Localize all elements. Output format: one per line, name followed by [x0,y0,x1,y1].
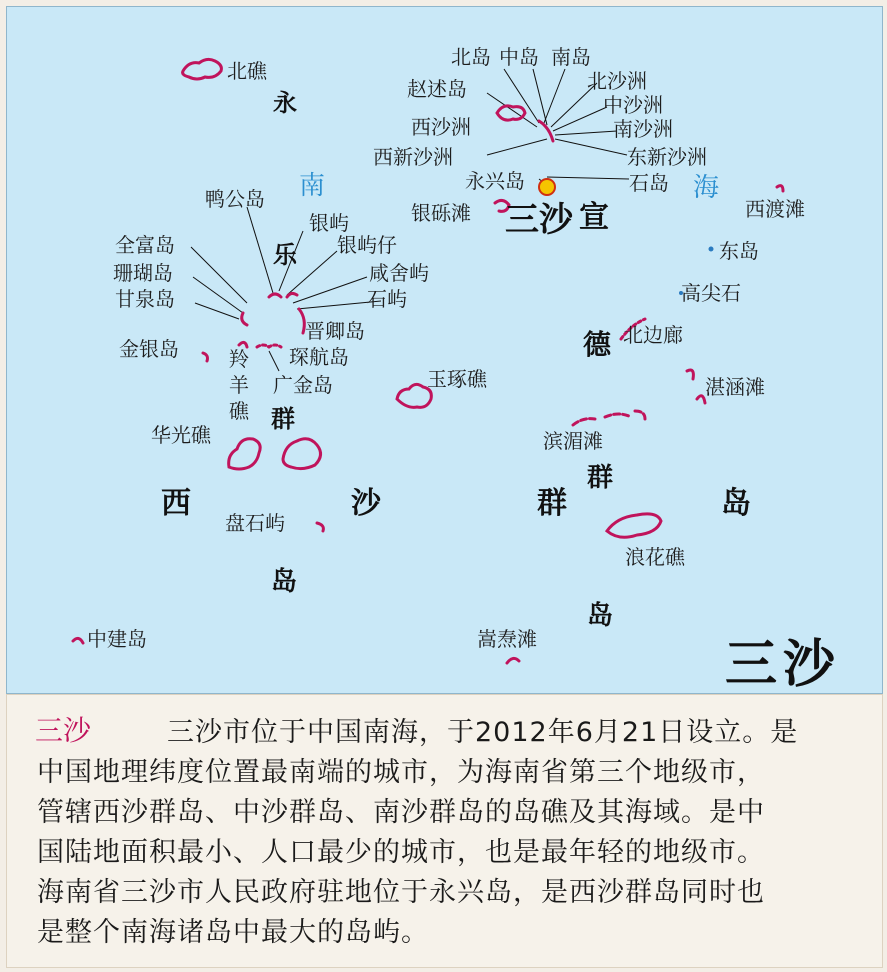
xisha-label-1: 西 [161,486,191,521]
reef-songtai [507,658,519,663]
city-name-large: 三沙 [725,635,842,694]
reef-binmei [573,411,645,425]
place-nanshazhou: 南沙洲 [613,117,673,141]
caption-line-4: 国陆地面积最小、人口最少的城市，也是最年轻的地级市。 [37,837,765,868]
place-yinlitan: 银砾滩 [411,201,471,225]
place-guangjindao: 广金岛 [273,373,333,397]
reef-huaguang-w [229,439,260,469]
place-chenhangdao: 琛航岛 [289,345,349,369]
xuande-label-3: 群 [587,463,614,493]
reef-beijiao [183,59,222,79]
place-shidao: 石岛 [629,171,669,195]
place-shiyu: 石屿 [367,287,407,311]
place-xixinshazhou: 西新沙洲 [373,145,453,169]
yongle-label-2: 乐 [273,241,297,269]
xuande-label-4: 岛 [587,601,614,631]
caption-line-6: 是整个南海诸岛中最大的岛屿。 [37,917,429,948]
place-beijiao: 北礁 [227,59,267,83]
place-zhongshazhou: 中沙洲 [603,93,663,117]
place-jinqingdao: 晋卿岛 [305,319,365,343]
place-zhongjiandao: 中建岛 [87,627,147,651]
place-yinyuzai: 银屿仔 [337,233,397,257]
sea-label-hai: 海 [693,173,720,203]
reef-yongle-w1 [242,313,247,325]
place-lingyang-1: 羚 [229,347,249,371]
place-huaguangjiao: 华光礁 [151,423,211,447]
xuande-label-2: 德 [583,328,612,361]
place-dongxinshazhou: 东新沙洲 [627,145,707,169]
reef-xidutan [777,186,783,191]
caption-line-1: 三沙市位于中国南海，于2012年6月21日设立。是 [167,717,799,748]
place-shanhudao: 珊瑚岛 [113,261,173,285]
place-ganquandao: 甘泉岛 [115,287,175,311]
place-songtaitan: 嵩焘滩 [477,627,537,651]
place-gaojianshi: 高尖石 [681,281,741,305]
caption-line-2: 中国地理纬度位置最南端的城市，为海南省第三个地级市， [37,757,765,788]
xuande-label-1: 宣 [579,200,609,235]
place-yagongdao: 鸭公岛 [205,187,265,211]
reef-zhongjian [73,638,83,643]
reef-qilianyu [539,121,553,141]
reef-chenhang [257,345,281,347]
place-dongdao: 东岛 [719,239,759,263]
place-binmeitan: 滨湄滩 [543,429,603,453]
xisha-label-3: 群 [537,486,567,521]
place-beibianlang: 北边廊 [623,323,683,347]
reef-xishazhou [497,106,525,120]
dongdao-dot [709,247,714,252]
xisha-label-2: 沙 [351,486,381,521]
yongle-label-3: 群 [271,405,295,433]
place-yinyu: 银屿 [309,211,349,235]
caption-panel [6,694,883,968]
reef-langhua [607,514,661,537]
place-lingyang-2: 羊 [229,373,249,397]
map-panel [6,6,883,694]
place-lingyang-3: 礁 [229,399,249,423]
place-zhongdao: 中岛 [499,45,539,69]
place-quanfudao: 全富岛 [115,233,175,257]
place-xianheyu: 咸舍屿 [369,261,429,285]
yongxing-city-marker [539,179,555,195]
reef-jinyin [203,353,208,361]
reef-yongle-n2 [287,293,297,297]
reef-yongle-e1 [299,309,304,333]
caption-line-5: 海南省三沙市人民政府驻地位于永兴岛，是西沙群岛同时也 [37,877,765,908]
place-yongxingdao: 永兴岛 [465,169,525,193]
place-panshiyu: 盘石屿 [225,511,285,535]
xisha-label-dao: 岛 [271,567,298,597]
place-xishazhou: 西沙洲 [411,115,471,139]
reef-panshi [317,523,323,531]
city-seat-label: 三沙 [505,200,573,240]
place-zhaoshudao: 赵述岛 [407,77,467,101]
place-xidutan: 西渡滩 [745,197,805,221]
place-jinyindao: 金银岛 [119,337,179,361]
caption-title: 三沙 [35,714,92,747]
xisha-label-4: 岛 [721,486,751,521]
place-beidao: 北岛 [451,45,491,69]
reef-zhanhan [687,370,705,403]
reef-yongle-n1 [269,294,281,297]
yongle-label-1: 永 [273,89,297,117]
place-langhuajiao: 浪花礁 [625,545,685,569]
place-yuzhuojiao: 玉琢礁 [427,367,487,391]
caption-line-3: 管辖西沙群岛、中沙群岛、南沙群岛的岛礁及其海域。是中 [37,797,765,828]
place-nandao: 南岛 [551,45,591,69]
place-beishazhou: 北沙洲 [587,69,647,93]
place-zhanhantan: 湛涵滩 [705,375,765,399]
reef-huaguang-e [283,439,321,469]
sea-label-nan: 南 [299,171,326,201]
